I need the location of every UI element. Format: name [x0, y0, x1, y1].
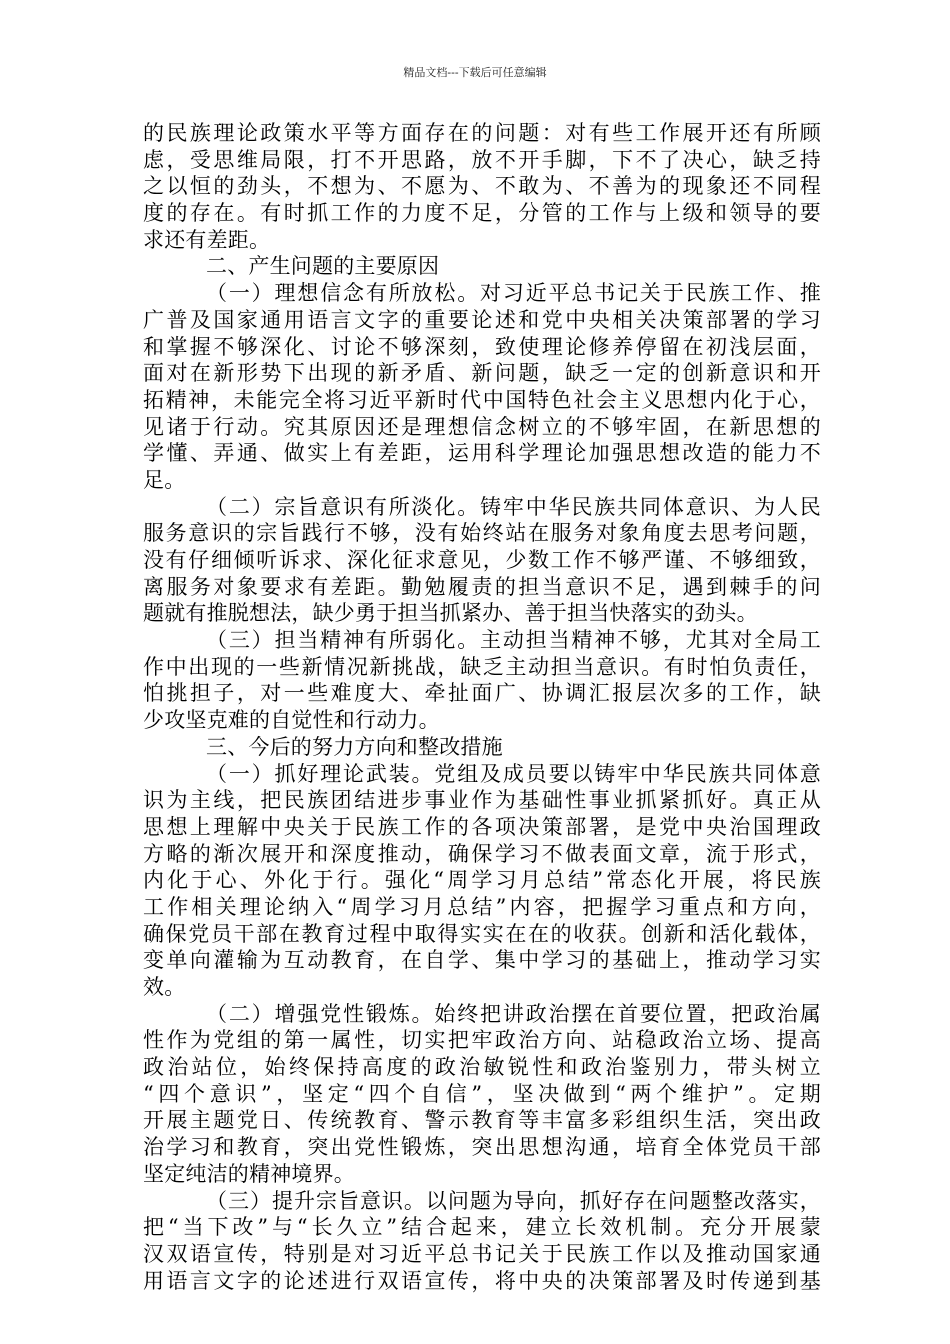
text-line: 足。	[143, 467, 186, 492]
page-header: 精品文档---下载后可任意编辑	[403, 66, 547, 79]
text-line: 度的存在。有时抓工作的力度不足，分管的工作与上级和领导的要	[143, 201, 821, 226]
text-line: 效。	[143, 975, 186, 999]
text-line: 坚定纯洁的精神境界。	[143, 1161, 355, 1186]
text-line: 怕挑担子，对一些难度大、牵扯面广、协调汇报层次多的工作，缺	[143, 681, 821, 706]
text-line: （三）提升宗旨意识。以问题为导向，抓好存在问题整改落实，	[206, 1188, 821, 1213]
text-line: 开展主题党日、传统教育、警示教育等丰富多彩组织生活，突出政	[143, 1108, 821, 1133]
text-line: 作中出现的一些新情况新挑战，缺乏主动担当意识。有时怕负责任，	[143, 654, 821, 679]
text-line: 学懂、弄通、做实上有差距，运用科学理论加强思想改造的能力不	[143, 441, 821, 466]
text-line: 治学习和教育，突出党性锻炼，突出思想沟通，培育全体党员干部	[143, 1135, 821, 1160]
text-line: （三）担当精神有所弱化。主动担当精神不够，尤其对全局工	[206, 628, 821, 653]
text-line: （二）宗旨意识有所淡化。铸牢中华民族共同体意识、为人民	[206, 494, 821, 519]
text-line: 少攻坚克难的自觉性和行动力。	[143, 708, 440, 733]
text-line: 没有仔细倾听诉求、深化征求意见，少数工作不够严谨、不够细致，	[143, 548, 821, 572]
text-line: 把“当下改”与“长久立”结合起来，建立长效机制。充分开展蒙	[143, 1215, 821, 1240]
text-line: 用语言文字的论述进行双语宣传，将中央的决策部署及时传递到基	[143, 1268, 821, 1293]
text-line: （二）增强党性锻炼。始终把讲政治摆在首要位置，把政治属	[206, 1001, 821, 1026]
text-line: 汉双语宣传，特别是对习近平总书记关于民族工作以及推动国家通	[143, 1241, 821, 1266]
text-line: （一）抓好理论武装。党组及成员要以铸牢中华民族共同体意	[206, 761, 821, 786]
text-line: 识为主线，把民族团结进步事业作为基础性事业抓紧抓好。真正从	[143, 788, 821, 813]
text-line: 工作相关理论纳入“周学习月总结”内容，把握学习重点和方向，	[143, 894, 821, 919]
text-line: 离服务对象要求有差距。勤勉履责的担当意识不足，遇到棘手的问	[143, 574, 821, 599]
text-line: 内化于心、外化于行。强化“周学习月总结”常态化开展，将民族	[143, 868, 821, 893]
text-line: （一）理想信念有所放松。对习近平总书记关于民族工作、推	[206, 281, 821, 306]
text-line: “四个意识”，坚定“四个自信”，坚决做到“两个维护”。定期	[143, 1081, 821, 1106]
text-line: 见诸于行动。究其原因还是理想信念树立的不够牢固，在新思想的	[143, 414, 821, 439]
text-line: 题就有推脱想法，缺少勇于担当抓紧办、善于担当快落实的劲头。	[143, 601, 758, 626]
text-line: 虑，受思维局限，打不开思路，放不开手脚，下不了决心，缺乏持	[143, 147, 821, 172]
text-line: 面对在新形势下出现的新矛盾、新问题，缺乏一定的创新意识和开	[143, 361, 821, 386]
text-line: 拓精神，未能完全将习近平新时代中国特色社会主义思想内化于心，	[143, 387, 821, 412]
text-line: 和掌握不够深化、讨论不够深刻，致使理论修养停留在初浅层面，	[143, 334, 821, 359]
text-line: 方略的渐次展开和深度推动，确保学习不做表面文章，流于形式，	[143, 841, 821, 866]
text-line: 性作为党组的第一属性，切实把牢政治方向、站稳政治立场、提高	[143, 1028, 821, 1053]
text-line: 三、今后的努力方向和整改措施	[206, 734, 503, 759]
document-body	[143, 120, 821, 1294]
text-line: 政治站位，始终保持高度的政治敏锐性和政治鉴别力，带头树立	[143, 1055, 821, 1080]
text-line: 求还有差距。	[143, 227, 271, 252]
text-line: 的民族理论政策水平等方面存在的问题：对有些工作展开还有所顾	[143, 121, 821, 145]
text-line: 二、产生问题的主要原因	[206, 254, 440, 279]
text-line: 思想上理解中央关于民族工作的各项决策部署，是党中央治国理政	[143, 814, 821, 839]
text-line: 之以恒的劲头，不想为、不愿为、不敢为、不善为的现象还不同程	[143, 174, 821, 199]
text-line: 变单向灌输为互动教育，在自学、集中学习的基础上，推动学习实	[143, 948, 821, 973]
text-line: 服务意识的宗旨践行不够，没有始终站在服务对象角度去思考问题，	[143, 521, 821, 546]
text-line: 广普及国家通用语言文字的重要论述和党中央相关决策部署的学习	[143, 307, 821, 332]
text-line: 确保党员干部在教育过程中取得实实在在的收获。创新和活化载体，	[143, 921, 821, 946]
